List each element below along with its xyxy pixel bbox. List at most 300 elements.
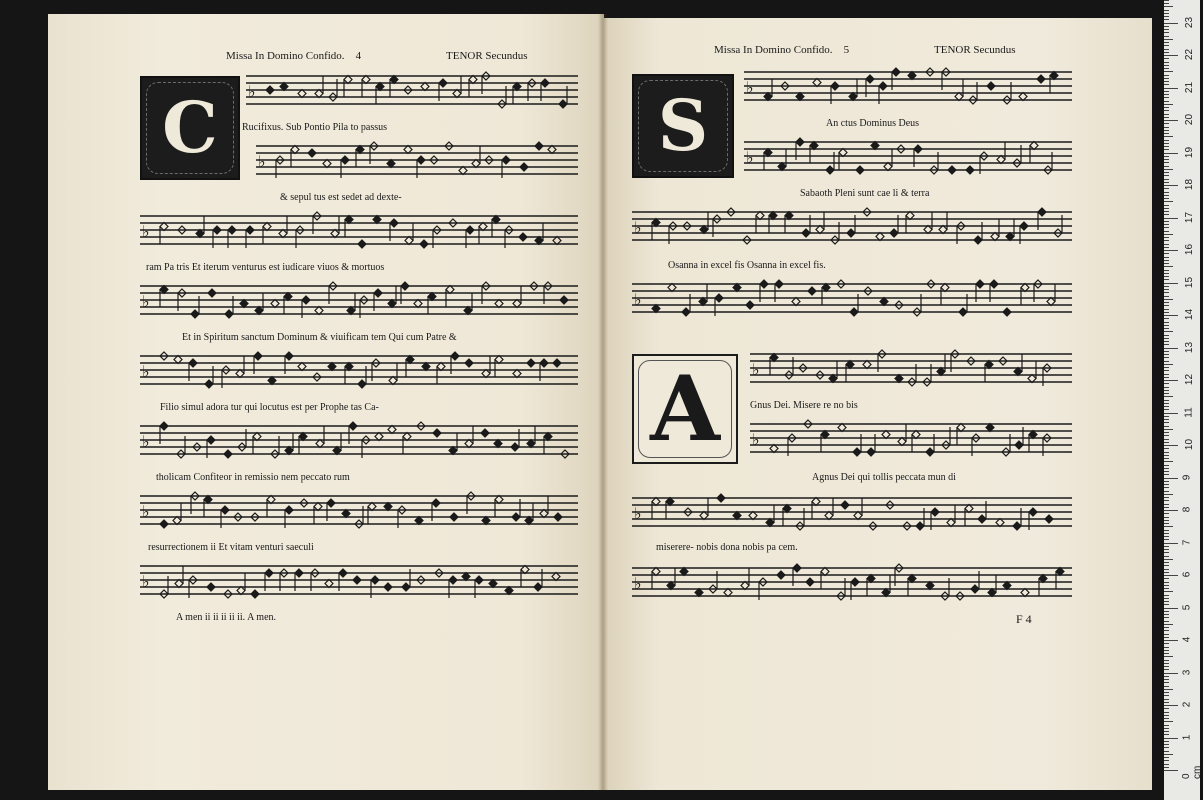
ruler-tick (1164, 6, 1173, 7)
ruler-tick (1164, 58, 1169, 59)
ruler-tick (1164, 296, 1169, 297)
initial-letter: A (650, 356, 720, 462)
right-voice-label: TENOR Secundus (934, 44, 1016, 56)
measurement-ruler (1164, 0, 1203, 800)
ruler-tick (1164, 227, 1169, 228)
ruler-tick (1164, 481, 1169, 482)
staff-line-1 (246, 72, 578, 116)
ruler-tick (1164, 331, 1173, 332)
ruler-tick (1164, 617, 1169, 618)
svg-text:♭: ♭ (746, 78, 754, 97)
ruler-number: 1 (1181, 734, 1193, 740)
decorated-initial-c (140, 76, 240, 180)
ruler-tick (1164, 221, 1169, 222)
ruler-tick (1164, 413, 1178, 414)
ruler-tick (1164, 666, 1169, 667)
ruler-tick (1164, 770, 1178, 771)
ruler-tick (1164, 195, 1169, 196)
ruler-tick (1164, 403, 1169, 404)
ruler-number: 16 (1184, 243, 1196, 256)
ruler-tick (1164, 218, 1178, 219)
ruler-tick (1164, 598, 1169, 599)
ruler-tick (1164, 354, 1169, 355)
ruler-tick (1164, 396, 1173, 397)
ruler-tick (1164, 357, 1169, 358)
ruler-tick (1164, 188, 1169, 189)
ruler-tick (1164, 634, 1169, 635)
ruler-tick (1164, 764, 1169, 765)
ruler-tick (1164, 302, 1169, 303)
staff-line-2 (256, 142, 578, 186)
ruler-tick (1164, 422, 1169, 423)
ruler-tick (1164, 120, 1178, 121)
ruler-tick (1164, 760, 1169, 761)
ruler-tick (1164, 497, 1169, 498)
ruler-tick (1164, 491, 1169, 492)
ruler-tick (1164, 52, 1169, 53)
ruler-tick (1164, 97, 1169, 98)
ruler-tick (1164, 406, 1169, 407)
ruler-tick (1164, 643, 1169, 644)
ruler-number: 13 (1184, 341, 1196, 353)
ruler-tick (1164, 179, 1169, 180)
staff-line-2 (744, 138, 1072, 182)
staff-line-3 (140, 212, 578, 256)
ruler-tick (1164, 543, 1178, 544)
staff-line-7 (140, 492, 578, 536)
ruler-tick (1164, 182, 1169, 183)
ruler-tick (1164, 591, 1173, 592)
ruler-tick (1164, 686, 1169, 687)
ruler-tick (1164, 692, 1169, 693)
ruler-tick (1164, 162, 1169, 163)
ruler-tick (1164, 270, 1169, 271)
ruler-tick (1164, 159, 1169, 160)
ruler-tick (1164, 738, 1178, 739)
ruler-number: 2 (1181, 701, 1193, 708)
ruler-tick (1164, 504, 1169, 505)
ruler-tick (1164, 3, 1169, 4)
ruler-tick (1164, 13, 1169, 14)
staff-line-1 (744, 68, 1072, 112)
ruler-tick (1164, 117, 1169, 118)
ruler-number: 12 (1184, 373, 1196, 386)
ruler-tick (1164, 487, 1169, 488)
ruler-tick (1164, 149, 1169, 150)
left-page (48, 14, 604, 790)
ruler-tick (1164, 702, 1169, 703)
ruler-tick (1164, 88, 1178, 89)
ruler-tick (1164, 523, 1169, 524)
ruler-tick (1164, 42, 1169, 43)
ruler-tick (1164, 507, 1169, 508)
ruler-number: 22 (1184, 48, 1196, 61)
ruler-tick (1164, 517, 1169, 518)
signature-mark: F 4 (1016, 612, 1032, 626)
ruler-tick (1164, 283, 1178, 284)
ruler-tick (1164, 71, 1173, 72)
ruler-tick (1164, 614, 1169, 615)
ruler-tick (1164, 744, 1169, 745)
ruler-tick (1164, 705, 1178, 706)
staff-line-4 (632, 280, 1072, 324)
staff-line-5 (750, 350, 1072, 394)
ruler-tick (1164, 19, 1169, 20)
ruler-number: 21 (1184, 81, 1196, 93)
ruler-tick (1164, 198, 1169, 199)
ruler-tick (1164, 442, 1169, 443)
ruler-number: 14 (1184, 308, 1196, 321)
book-gutter (598, 14, 608, 790)
ruler-tick (1164, 562, 1169, 563)
ruler-tick (1164, 39, 1173, 40)
ruler-tick (1164, 374, 1169, 375)
right-page-number: 5 (843, 44, 850, 56)
ruler-tick (1164, 62, 1169, 63)
svg-text:♭: ♭ (142, 502, 150, 521)
ruler-tick (1164, 712, 1169, 713)
ruler-tick (1164, 153, 1178, 154)
svg-text:♭: ♭ (634, 504, 642, 523)
ruler-tick (1164, 49, 1169, 50)
ruler-tick (1164, 315, 1178, 316)
ruler-tick (1164, 107, 1169, 108)
svg-text:♭: ♭ (752, 360, 760, 379)
svg-text:♭: ♭ (634, 574, 642, 593)
ruler-tick (1164, 578, 1169, 579)
ruler-tick (1164, 312, 1169, 313)
ruler-tick (1164, 36, 1169, 37)
ruler-tick (1164, 572, 1169, 573)
ruler-tick (1164, 604, 1169, 605)
ruler-tick (1164, 328, 1169, 329)
lyric-line: Agnus Dei qui tollis peccata mun di (812, 472, 956, 483)
ruler-tick (1164, 367, 1169, 368)
ruler-tick (1164, 110, 1169, 111)
ruler-tick (1164, 419, 1169, 420)
ruler-number: 19 (1184, 146, 1196, 158)
ruler-tick (1164, 377, 1169, 378)
ruler-tick (1164, 458, 1169, 459)
lyric-line: & sepul tus est sedet ad dexte- (280, 192, 402, 203)
ruler-tick (1164, 26, 1169, 27)
left-header-title: Missa In Domino Confido. (226, 50, 345, 62)
ruler-tick (1164, 588, 1169, 589)
ruler-tick (1164, 718, 1169, 719)
ruler-tick (1164, 390, 1169, 391)
ruler-tick (1164, 192, 1169, 193)
ruler-tick (1164, 682, 1169, 683)
ruler-number: 11 (1183, 406, 1195, 418)
ruler-tick (1164, 731, 1169, 732)
ruler-tick (1164, 68, 1169, 69)
ruler-tick (1164, 169, 1173, 170)
ruler-number: 20 (1184, 113, 1196, 126)
ruler-tick (1164, 78, 1169, 79)
lyric-line: resurrectionem ii Et vitam venturi saeculi (148, 542, 314, 553)
ruler-tick (1164, 172, 1169, 173)
svg-text:♭: ♭ (248, 82, 256, 101)
ruler-tick (1164, 370, 1169, 371)
ruler-tick (1164, 500, 1169, 501)
ruler-tick (1164, 455, 1169, 456)
ruler-tick (1164, 546, 1169, 547)
ruler-tick (1164, 608, 1178, 609)
ruler-tick (1164, 273, 1169, 274)
ruler-tick (1164, 582, 1169, 583)
ruler-tick (1164, 471, 1169, 472)
ruler-tick (1164, 32, 1169, 33)
ruler-tick (1164, 526, 1173, 527)
lyric-line: miserere- nobis dona nobis pa cem. (656, 542, 798, 553)
ruler-tick (1164, 234, 1173, 235)
svg-text:♭: ♭ (142, 362, 150, 381)
ruler-number: 17 (1184, 211, 1196, 223)
left-header (226, 50, 361, 62)
ruler-tick (1164, 767, 1169, 768)
ruler-tick (1164, 383, 1169, 384)
ruler-tick (1164, 426, 1169, 427)
staff-line-8 (140, 562, 578, 606)
ruler-tick (1164, 435, 1169, 436)
ruler-tick (1164, 465, 1169, 466)
ruler-tick (1164, 0, 1169, 1)
lyric-line: Gnus Dei. Misere re no bis (750, 400, 858, 411)
lyric-line: A men ii ii ii ii ii. A men. (176, 612, 277, 623)
ruler-tick (1164, 322, 1169, 323)
ruler-tick (1164, 679, 1169, 680)
ruler-tick (1164, 601, 1169, 602)
ruler-tick (1164, 166, 1169, 167)
decorated-initial-a (632, 354, 738, 464)
ruler-tick (1164, 309, 1169, 310)
ruler-tick (1164, 689, 1173, 690)
ruler-tick (1164, 247, 1169, 248)
ruler-tick (1164, 279, 1169, 280)
ruler-tick (1164, 416, 1169, 417)
ruler-tick (1164, 549, 1169, 550)
ruler-tick (1164, 448, 1169, 449)
ruler-tick (1164, 734, 1169, 735)
ruler-tick (1164, 214, 1169, 215)
ruler-tick (1164, 380, 1178, 381)
ruler-tick (1164, 45, 1169, 46)
ruler-tick (1164, 539, 1169, 540)
ruler-tick (1164, 647, 1169, 648)
right-header-title: Missa In Domino Confido. (714, 44, 833, 56)
ruler-tick (1164, 231, 1169, 232)
left-page-number: 4 (355, 50, 362, 62)
ruler-tick (1164, 533, 1169, 534)
ruler-tick (1164, 123, 1169, 124)
ruler-tick (1164, 663, 1169, 664)
ruler-number: 8 (1181, 506, 1193, 513)
ruler-tick (1164, 286, 1169, 287)
ruler-tick (1164, 409, 1169, 410)
ruler-number: 23 (1184, 16, 1196, 28)
ruler-tick (1164, 325, 1169, 326)
right-page (604, 18, 1152, 790)
svg-text:♭: ♭ (634, 290, 642, 309)
ruler-tick (1164, 84, 1169, 85)
ruler-tick (1164, 747, 1169, 748)
staff-line-4 (140, 282, 578, 326)
ruler-tick (1164, 708, 1169, 709)
ruler-tick (1164, 266, 1173, 267)
lyric-line: Sabaoth Pleni sunt cae li & terra (800, 188, 930, 199)
ruler-tick (1164, 299, 1173, 300)
ruler-tick (1164, 741, 1169, 742)
ruler-tick (1164, 536, 1169, 537)
ruler-number: 7 (1181, 539, 1193, 545)
ruler-tick (1164, 474, 1169, 475)
ruler-tick (1164, 439, 1169, 440)
ruler-tick (1164, 728, 1169, 729)
ruler-tick (1164, 660, 1169, 661)
ruler-tick (1164, 341, 1169, 342)
left-voice-label: TENOR Secundus (446, 50, 528, 62)
ruler-tick (1164, 621, 1169, 622)
initial-letter: S (657, 84, 709, 167)
ruler-tick (1164, 348, 1178, 349)
staff-line-3 (632, 208, 1072, 252)
ruler-tick (1164, 559, 1173, 560)
ruler-tick (1164, 208, 1169, 209)
ruler-tick (1164, 676, 1169, 677)
ruler-tick (1164, 611, 1169, 612)
ruler-tick (1164, 445, 1178, 446)
ruler-tick (1164, 595, 1169, 596)
ruler-tick (1164, 289, 1169, 290)
svg-text:♭: ♭ (142, 222, 150, 241)
ruler-tick (1164, 65, 1169, 66)
ruler-number: 3 (1181, 669, 1193, 675)
lyric-line: Osanna in excel fis Osanna in excel fis. (668, 260, 826, 271)
lyric-line: An ctus Dominus Deus (826, 118, 920, 129)
lyric-line: ram Pa tris Et iterum venturus est iudicare viuos & mortuos (146, 262, 385, 273)
ruler-tick (1164, 494, 1173, 495)
ruler-tick (1164, 351, 1169, 352)
ruler-tick (1164, 552, 1169, 553)
ruler-tick (1164, 127, 1169, 128)
ruler-tick (1164, 305, 1169, 306)
ruler-tick (1164, 338, 1169, 339)
ruler-number: 18 (1184, 178, 1196, 191)
ruler-tick (1164, 55, 1178, 56)
ruler-tick (1164, 318, 1169, 319)
ruler-tick (1164, 146, 1169, 147)
ruler-tick (1164, 133, 1169, 134)
ruler-number: 15 (1184, 276, 1196, 288)
ruler-tick (1164, 91, 1169, 92)
ruler-tick (1164, 224, 1169, 225)
staff-line-6 (750, 420, 1072, 464)
ruler-tick (1164, 569, 1169, 570)
svg-text:♭: ♭ (142, 432, 150, 451)
ruler-tick (1164, 556, 1169, 557)
staff-line-7 (632, 494, 1072, 538)
ruler-tick (1164, 585, 1169, 586)
ruler-number: 6 (1181, 571, 1193, 578)
lyric-line: Rucifixus. Sub Pontio Pila to passus (242, 122, 388, 133)
ruler-tick (1164, 140, 1169, 141)
ruler-tick (1164, 104, 1173, 105)
ruler-tick (1164, 530, 1169, 531)
lyric-line: Filio simul adora tur qui locutus est per Prophe tas Ca- (160, 402, 379, 413)
ruler-tick (1164, 751, 1169, 752)
ruler-tick (1164, 650, 1169, 651)
ruler-tick (1164, 640, 1178, 641)
ruler-tick (1164, 387, 1169, 388)
ruler-tick (1164, 468, 1169, 469)
ruler-tick (1164, 695, 1169, 696)
ruler-tick (1164, 630, 1169, 631)
ruler-tick (1164, 101, 1169, 102)
svg-text:♭: ♭ (142, 292, 150, 311)
lyric-line: tholicam Confiteor in remissio nem peccato rum (156, 472, 350, 483)
ruler-tick (1164, 136, 1173, 137)
ruler-tick (1164, 653, 1169, 654)
svg-text:♭: ♭ (142, 572, 150, 591)
ruler-tick (1164, 211, 1169, 212)
svg-text:♭: ♭ (746, 148, 754, 167)
ruler-tick (1164, 669, 1169, 670)
ruler-tick (1164, 575, 1178, 576)
staff-line-8 (632, 564, 1072, 608)
ruler-tick (1164, 484, 1169, 485)
right-header (714, 44, 849, 56)
ruler-tick (1164, 725, 1169, 726)
ruler-number: 9 (1181, 474, 1193, 480)
ruler-tick (1164, 185, 1178, 186)
ruler-tick (1164, 114, 1169, 115)
ruler-tick (1164, 16, 1169, 17)
ruler-tick (1164, 81, 1169, 82)
ruler-tick (1164, 757, 1169, 758)
ruler-tick (1164, 361, 1169, 362)
ruler-tick (1164, 23, 1178, 24)
ruler-tick (1164, 513, 1169, 514)
ruler-tick (1164, 29, 1169, 30)
ruler-tick (1164, 754, 1173, 755)
ruler-tick (1164, 344, 1169, 345)
ruler-tick (1164, 624, 1173, 625)
ruler-tick (1164, 461, 1173, 462)
ruler-tick (1164, 627, 1169, 628)
ruler-tick (1164, 520, 1169, 521)
ruler-tick (1164, 400, 1169, 401)
ruler-tick (1164, 75, 1169, 76)
ruler-tick (1164, 156, 1169, 157)
ruler-tick (1164, 260, 1169, 261)
ruler-tick (1164, 656, 1173, 657)
svg-text:♭: ♭ (752, 430, 760, 449)
ruler-tick (1164, 143, 1169, 144)
ruler-tick (1164, 721, 1173, 722)
ruler-number: 5 (1181, 604, 1193, 610)
decorated-initial-s (632, 74, 734, 178)
ruler-tick (1164, 257, 1169, 258)
ruler-tick (1164, 429, 1173, 430)
svg-text:♭: ♭ (634, 218, 642, 237)
ruler-tick (1164, 292, 1169, 293)
ruler-tick (1164, 250, 1178, 251)
ruler-tick (1164, 201, 1173, 202)
ruler-tick (1164, 393, 1169, 394)
ruler-tick (1164, 637, 1169, 638)
ruler-unit-label: 0 cm (1181, 765, 1203, 779)
ruler-tick (1164, 244, 1169, 245)
